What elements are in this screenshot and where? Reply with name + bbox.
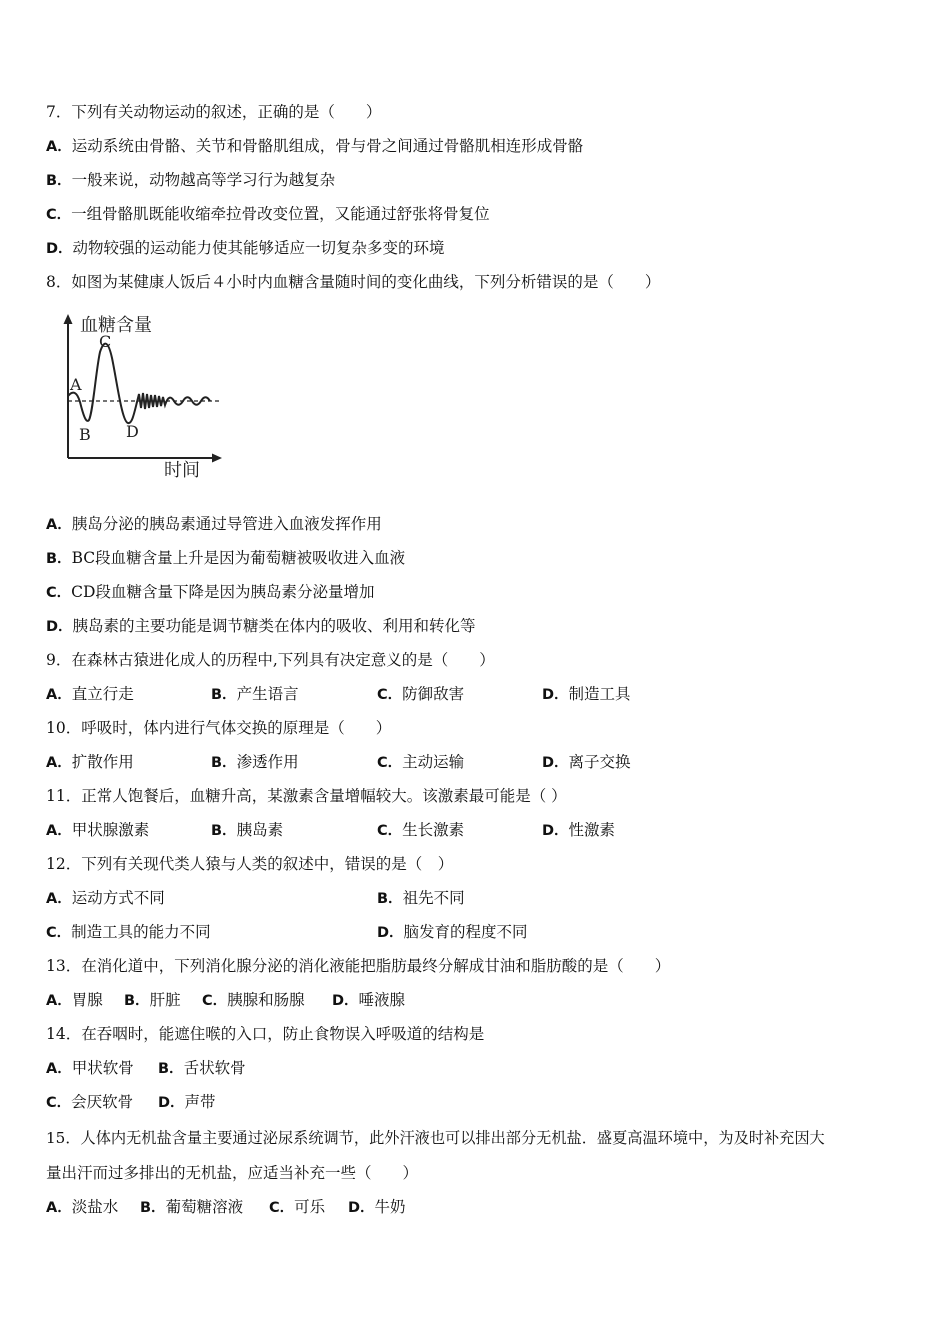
q13-stem: 13．在消化道中，下列消化腺分泌的消化液能把脂肪最终分解成甘油和脂肪酸的是（ ） xyxy=(46,957,671,975)
y-axis-arrow xyxy=(64,314,73,324)
q15-option-b[interactable] xyxy=(140,1197,243,1218)
q13-option-b[interactable] xyxy=(124,990,181,1011)
option-label: A． xyxy=(46,1200,72,1216)
option-label: C． xyxy=(46,925,72,941)
option-text: BC段血糖含量上升是因为葡萄糖被吸收进入血液 xyxy=(71,549,406,567)
option-text: 产生语言 xyxy=(236,685,299,703)
option-text: 一组骨骼肌既能收缩牵拉骨改变位置，又能通过舒张将骨复位 xyxy=(71,205,490,223)
q8-option-b[interactable] xyxy=(46,548,405,569)
option-label: C． xyxy=(377,755,403,771)
option-label: A． xyxy=(46,517,72,533)
option-label: D． xyxy=(46,619,73,635)
q15-option-c[interactable] xyxy=(269,1197,325,1218)
q11-option-d[interactable] xyxy=(542,820,615,841)
x-axis-arrow xyxy=(212,454,222,463)
option-label: B． xyxy=(140,1200,166,1216)
q14-option-b[interactable] xyxy=(158,1058,246,1079)
option-text: CD段血糖含量下降是因为胰岛素分泌量增加 xyxy=(71,583,375,601)
q8-stem: 8．如图为某健康人饭后４小时内血糖含量随时间的变化曲线，下列分析错误的是（ ） xyxy=(46,273,661,291)
option-label: A． xyxy=(46,687,72,703)
point-a-label: A xyxy=(70,375,82,394)
option-text: 扩散作用 xyxy=(71,753,134,771)
q11-option-a[interactable] xyxy=(46,820,149,841)
option-label: B． xyxy=(158,1061,184,1077)
q8-option-c[interactable] xyxy=(46,582,374,603)
option-text: 胰岛素 xyxy=(236,821,284,839)
option-label: B． xyxy=(124,993,150,1009)
option-label: D． xyxy=(377,925,404,941)
point-c-label: C xyxy=(99,332,112,351)
option-label: B． xyxy=(46,551,72,567)
option-text: 甲状腺激素 xyxy=(71,821,150,839)
q12-option-d[interactable] xyxy=(377,922,528,943)
q13-option-d[interactable] xyxy=(332,990,405,1011)
option-text: 一般来说，动物越高等学习行为越复杂 xyxy=(71,171,336,189)
point-b-label: B xyxy=(79,425,91,444)
option-text: 声带 xyxy=(184,1093,216,1111)
option-label: D． xyxy=(542,755,569,771)
option-label: D． xyxy=(348,1200,375,1216)
q15-stem-line2: 量出汗而过多排出的无机盐，应适当补充一些（ ） xyxy=(46,1164,419,1182)
option-text: 脑发育的程度不同 xyxy=(403,923,528,941)
option-label: C． xyxy=(46,585,72,601)
option-text: 防御敌害 xyxy=(402,685,465,703)
option-text: 动物较强的运动能力使其能够适应一切复杂多变的环境 xyxy=(72,239,445,257)
option-text: 唾液腺 xyxy=(358,991,406,1009)
q11-option-b[interactable] xyxy=(211,820,283,841)
q10-option-a[interactable] xyxy=(46,752,134,773)
option-label: C． xyxy=(377,823,403,839)
q7-stem: 7．下列有关动物运动的叙述，正确的是（ ） xyxy=(46,103,382,121)
option-text: 肝脏 xyxy=(149,991,181,1009)
q14-option-a[interactable] xyxy=(46,1058,134,1079)
option-label: A． xyxy=(46,755,72,771)
q14-option-d[interactable] xyxy=(158,1092,216,1113)
q14-option-c[interactable] xyxy=(46,1092,133,1113)
option-text: 运动方式不同 xyxy=(71,889,165,907)
q13-option-a[interactable] xyxy=(46,990,103,1011)
option-label: B． xyxy=(211,755,237,771)
option-label: D． xyxy=(332,993,359,1009)
q7-option-a[interactable] xyxy=(46,136,583,157)
option-label: C． xyxy=(46,1095,72,1111)
option-text: 祖先不同 xyxy=(402,889,465,907)
y-axis-label: 血糖含量 xyxy=(80,315,152,336)
option-text: 胰腺和肠腺 xyxy=(227,991,305,1009)
q9-option-a[interactable] xyxy=(46,684,134,705)
option-label: D． xyxy=(46,241,73,257)
option-label: A． xyxy=(46,823,72,839)
q15-stem-line1: 15．人体内无机盐含量主要通过泌尿系统调节，此外汗液也可以排出部分无机盐．盛夏高温环境中，为及时补充因大 xyxy=(46,1129,825,1147)
q11-stem: 11．正常人饱餐后，血糖升高，某激素含量增幅较大。该激素最可能是（ ） xyxy=(46,787,567,805)
point-d-label: D xyxy=(126,422,139,441)
q7-option-d[interactable] xyxy=(46,238,445,259)
x-axis-label: 时间 xyxy=(164,460,200,481)
q15-option-a[interactable] xyxy=(46,1197,118,1218)
q9-option-b[interactable] xyxy=(211,684,299,705)
option-text: 制造工具 xyxy=(568,685,631,703)
glucose-curve xyxy=(68,344,210,423)
q9-option-c[interactable] xyxy=(377,684,464,705)
option-label: D． xyxy=(158,1095,185,1111)
option-label: C． xyxy=(46,207,72,223)
q12-option-c[interactable] xyxy=(46,922,211,943)
option-text: 牛奶 xyxy=(374,1198,406,1216)
blood-glucose-graph xyxy=(60,310,225,482)
q9-stem: 9．在森林古猿进化成人的历程中,下列具有决定意义的是（ ） xyxy=(46,651,495,669)
q10-option-c[interactable] xyxy=(377,752,464,773)
option-text: 淡盐水 xyxy=(71,1198,119,1216)
q12-option-b[interactable] xyxy=(377,888,465,909)
option-text: 会厌软骨 xyxy=(71,1093,134,1111)
option-label: D． xyxy=(542,687,569,703)
option-text: 可乐 xyxy=(294,1198,326,1216)
q12-stem: 12．下列有关现代类人猿与人类的叙述中，错误的是（ ） xyxy=(46,855,454,873)
option-text: 直立行走 xyxy=(71,685,134,703)
q11-option-c[interactable] xyxy=(377,820,464,841)
q8-option-d[interactable] xyxy=(46,616,476,637)
option-label: A． xyxy=(46,993,72,1009)
option-text: 舌状软骨 xyxy=(183,1059,246,1077)
q12-option-a[interactable] xyxy=(46,888,165,909)
option-text: 胃腺 xyxy=(71,991,103,1009)
option-text: 渗透作用 xyxy=(236,753,299,771)
option-text: 性激素 xyxy=(568,821,616,839)
option-text: 运动系统由骨骼、关节和骨骼肌组成，骨与骨之间通过骨骼肌相连形成骨骼 xyxy=(71,137,584,155)
q7-option-b[interactable] xyxy=(46,170,335,191)
q9-option-d[interactable] xyxy=(542,684,631,705)
option-text: 胰岛分泌的胰岛素通过导管进入血液发挥作用 xyxy=(71,515,382,533)
option-text: 葡萄糖溶液 xyxy=(165,1198,244,1216)
q14-stem: 14．在吞咽时，能遮住喉的入口，防止食物误入呼吸道的结构是 xyxy=(46,1025,485,1043)
option-label: A． xyxy=(46,139,72,155)
option-label: D． xyxy=(542,823,569,839)
option-text: 离子交换 xyxy=(568,753,631,771)
option-label: C． xyxy=(377,687,403,703)
q7-option-c[interactable] xyxy=(46,204,490,225)
q10-stem: 10．呼吸时，体内进行气体交换的原理是（ ） xyxy=(46,719,392,737)
option-label: B． xyxy=(211,823,237,839)
option-label: A． xyxy=(46,891,72,907)
option-label: B． xyxy=(46,173,72,189)
q15-option-d[interactable] xyxy=(348,1197,406,1218)
option-label: B． xyxy=(211,687,237,703)
option-text: 主动运输 xyxy=(402,753,465,771)
q10-option-b[interactable] xyxy=(211,752,299,773)
q10-option-d[interactable] xyxy=(542,752,631,773)
q13-option-c[interactable] xyxy=(202,990,305,1011)
option-label: C． xyxy=(202,993,228,1009)
option-label: A． xyxy=(46,1061,72,1077)
option-text: 胰岛素的主要功能是调节糖类在体内的吸收、利用和转化等 xyxy=(72,617,476,635)
option-text: 制造工具的能力不同 xyxy=(71,923,211,941)
option-text: 生长激素 xyxy=(402,821,465,839)
option-label: B． xyxy=(377,891,403,907)
option-label: C． xyxy=(269,1200,295,1216)
option-text: 甲状软骨 xyxy=(71,1059,134,1077)
q8-option-a[interactable] xyxy=(46,514,382,535)
